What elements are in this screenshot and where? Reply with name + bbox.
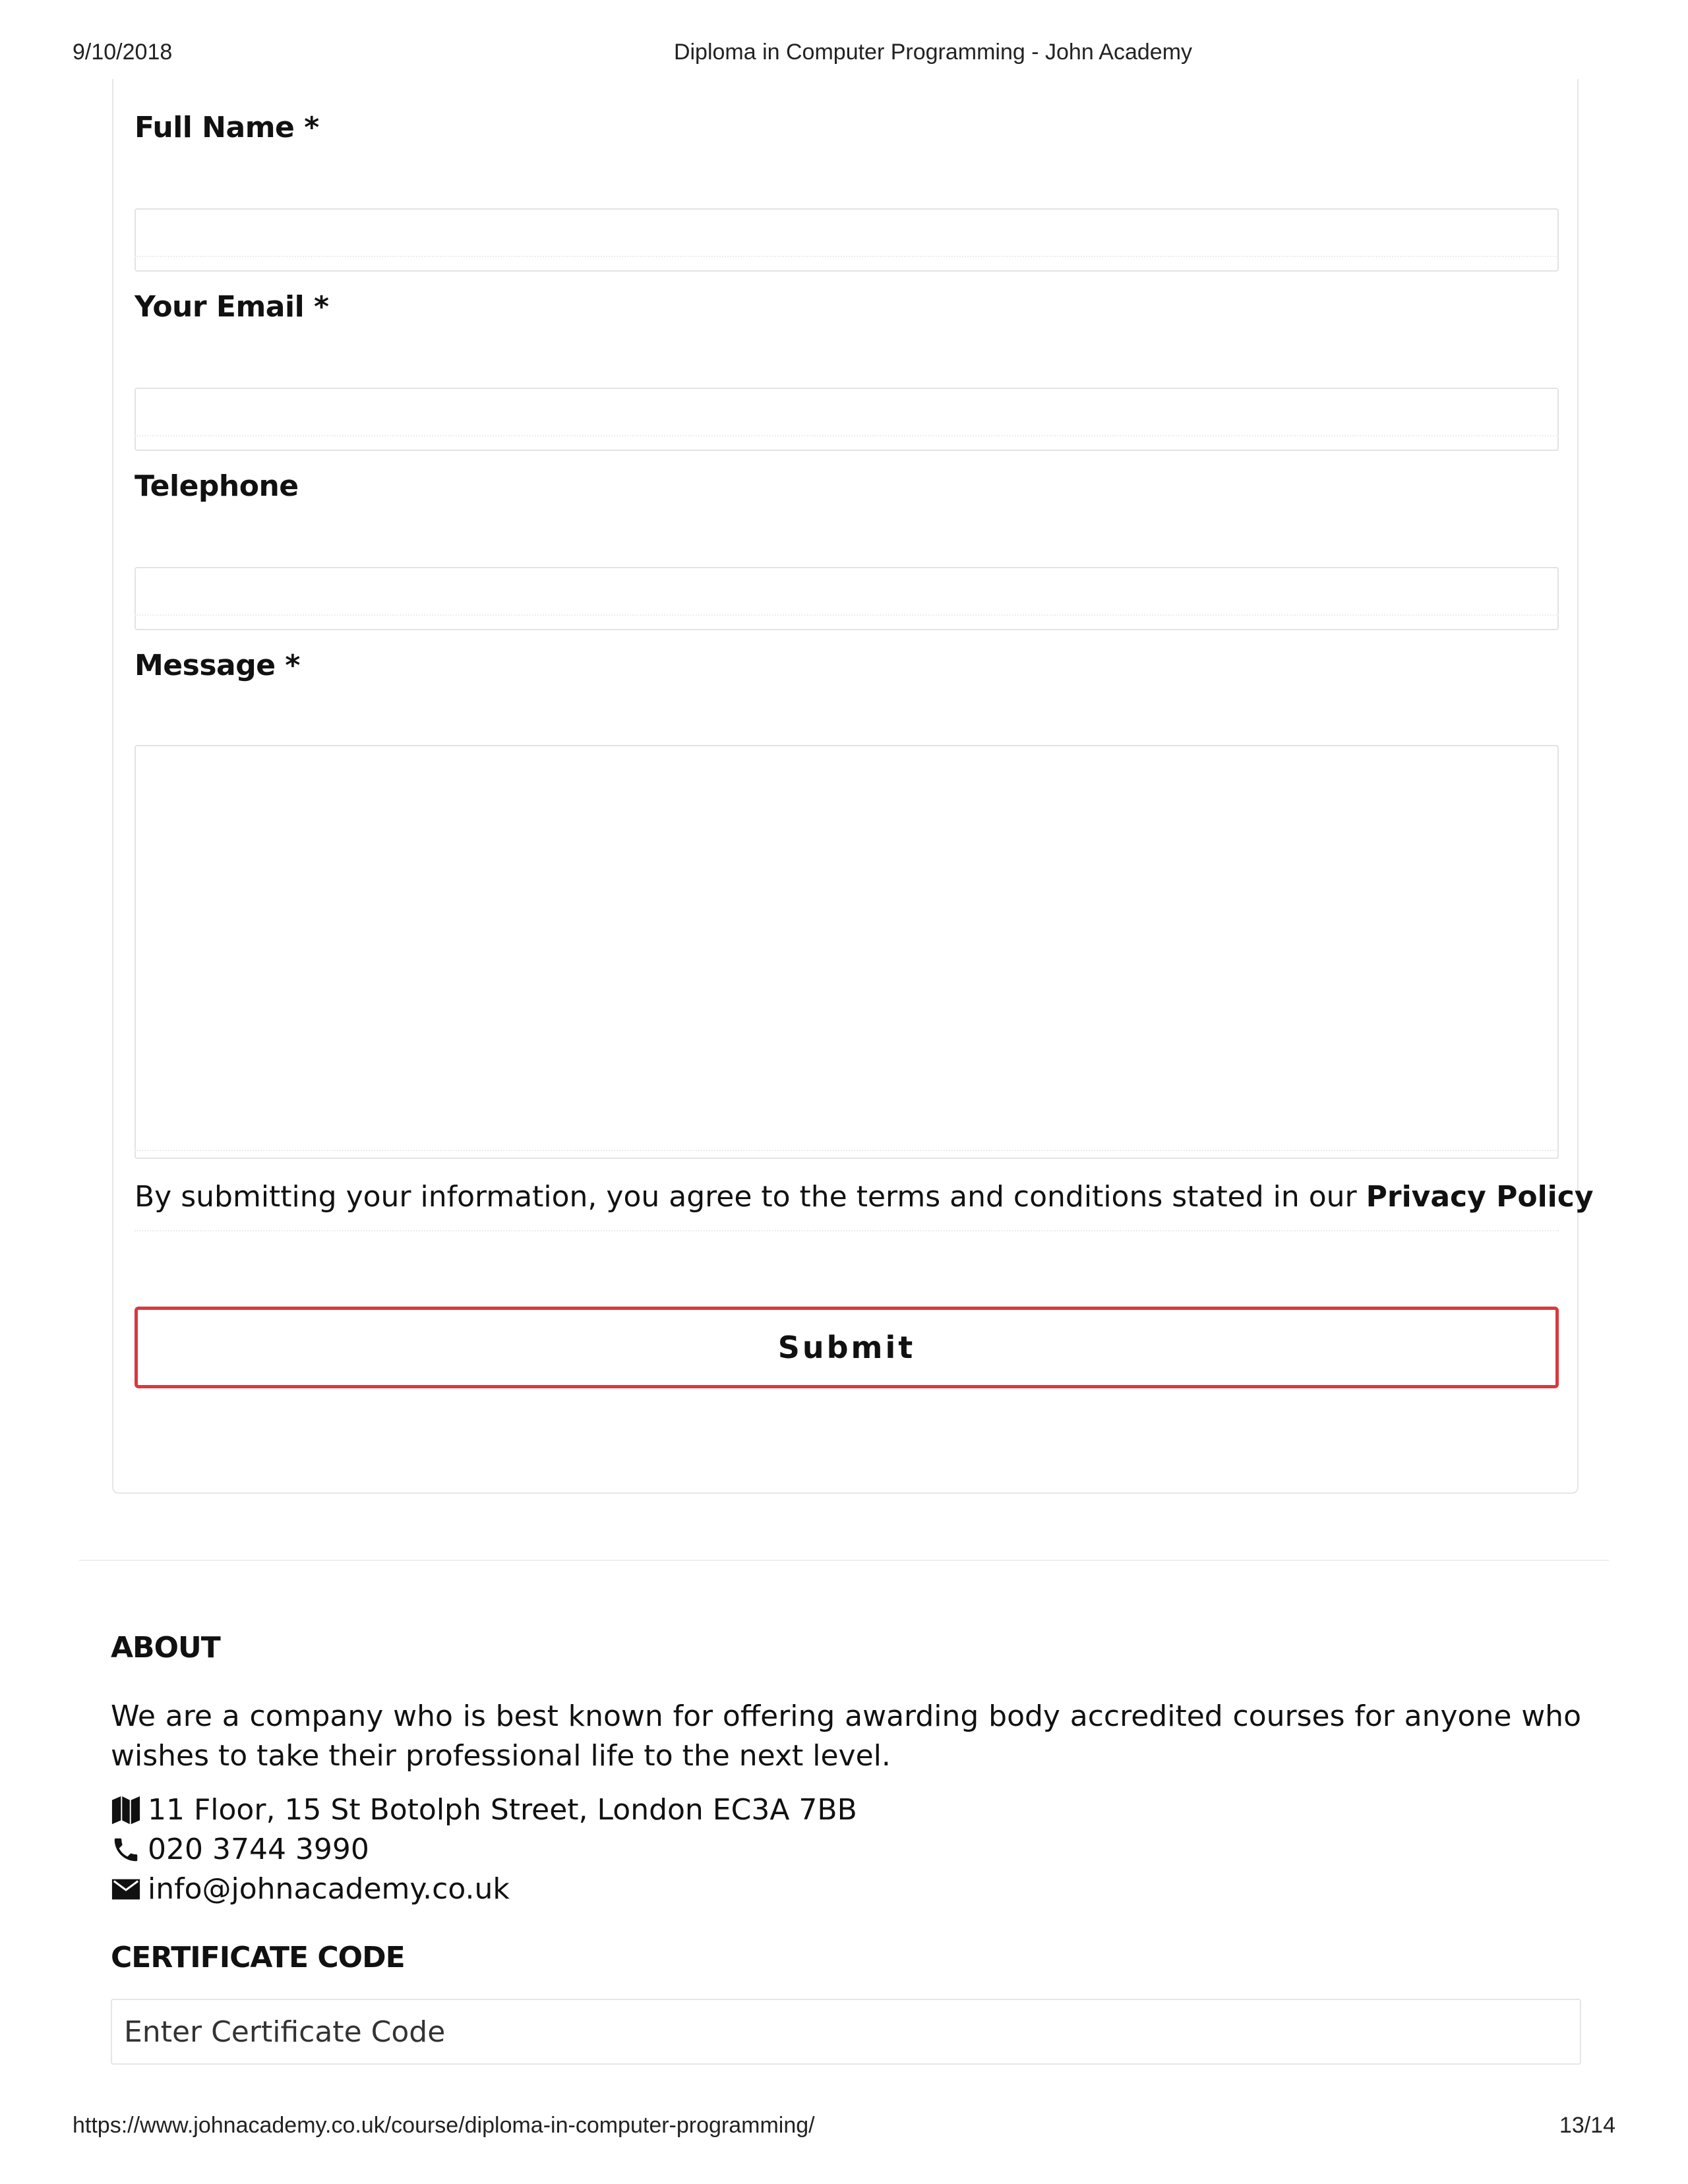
phone-line [111, 1830, 369, 1870]
print-footer [0, 2113, 1688, 2146]
full-name-input[interactable] [135, 208, 1559, 272]
footer-divider [79, 1560, 1609, 1561]
email-line [111, 1870, 510, 1909]
message-label: Message * [135, 649, 300, 682]
about-text: We are a company who is best known for offering awarding body accredited courses for anyone who wishes to take their professional life to the next level. [111, 1699, 1581, 1773]
field-divider [135, 256, 1559, 257]
field-divider [135, 1150, 1559, 1151]
email-text[interactable]: info@johnacademy.co.uk [148, 1872, 510, 1906]
envelope-icon [111, 1874, 141, 1904]
certificate-code-heading: CERTIFICATE CODE [111, 1941, 405, 1974]
address-line [111, 1790, 857, 1830]
certificate-code-input[interactable] [111, 1999, 1581, 2065]
consent-text: By submitting your information, you agree to the terms and conditions stated in our [135, 1180, 1366, 1214]
privacy-policy-link[interactable]: Privacy Policy [1366, 1180, 1594, 1214]
map-icon [111, 1795, 141, 1825]
print-date: 9/10/2018 [73, 40, 173, 65]
print-url: https://www.johnacademy.co.uk/course/diploma-in-computer-programming/ [73, 2113, 815, 2138]
field-divider [135, 614, 1559, 616]
print-page-number: 13/14 [1559, 2113, 1615, 2138]
print-page-title: Diploma in Computer Programming - John Academy [673, 40, 1193, 65]
submit-button[interactable]: Submit [135, 1307, 1559, 1388]
message-textarea[interactable] [135, 745, 1559, 1159]
phone-icon [111, 1835, 141, 1865]
telephone-input[interactable] [135, 567, 1559, 630]
email-label: Your Email * [135, 290, 329, 324]
print-header [0, 40, 1688, 73]
telephone-label: Telephone [135, 469, 299, 503]
address-text: 11 Floor, 15 St Botolph Street, London EC3A 7BB [148, 1793, 857, 1827]
field-divider [135, 1230, 1559, 1231]
field-divider [135, 435, 1559, 436]
phone-text: 020 3744 3990 [148, 1833, 369, 1866]
consent-notice [135, 1180, 1594, 1214]
about-heading: ABOUT [111, 1631, 220, 1665]
full-name-label: Full Name * [135, 111, 319, 144]
contact-form [112, 79, 1594, 1494]
email-input[interactable] [135, 388, 1559, 451]
